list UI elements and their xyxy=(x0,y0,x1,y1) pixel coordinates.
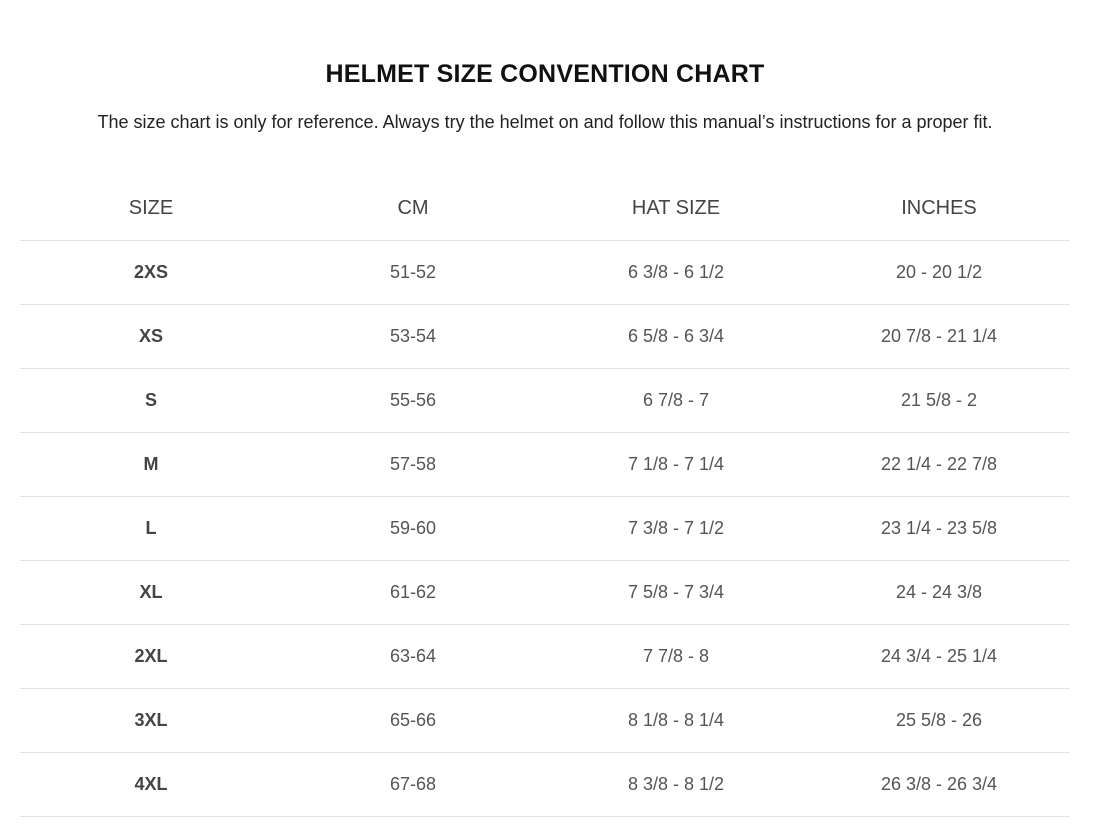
cm-cell: 57-58 xyxy=(282,433,544,497)
header-size: SIZE xyxy=(20,176,282,241)
table-row xyxy=(20,561,1070,625)
hat-size-cell: 7 7/8 - 8 xyxy=(544,625,808,689)
cm-cell: 63-64 xyxy=(282,625,544,689)
cm-cell: 59-60 xyxy=(282,497,544,561)
inches-cell: 23 1/4 - 23 5/8 xyxy=(808,497,1070,561)
header-cm: CM xyxy=(282,176,544,241)
table-row xyxy=(20,689,1070,753)
hat-size-cell: 8 3/8 - 8 1/2 xyxy=(544,753,808,817)
size-cell: 2XS xyxy=(20,241,282,305)
size-cell: XL xyxy=(20,561,282,625)
hat-size-cell: 6 5/8 - 6 3/4 xyxy=(544,305,808,369)
table-row xyxy=(20,433,1070,497)
cm-cell: 53-54 xyxy=(282,305,544,369)
inches-cell: 21 5/8 - 2 xyxy=(808,369,1070,433)
cm-cell: 61-62 xyxy=(282,561,544,625)
size-cell: XS xyxy=(20,305,282,369)
size-cell: 4XL xyxy=(20,753,282,817)
inches-cell: 24 3/4 - 25 1/4 xyxy=(808,625,1070,689)
inches-cell: 20 - 20 1/2 xyxy=(808,241,1070,305)
cm-cell: 67-68 xyxy=(282,753,544,817)
size-cell: M xyxy=(20,433,282,497)
table-header-row xyxy=(20,176,1070,241)
inches-cell: 25 5/8 - 26 xyxy=(808,689,1070,753)
header-hat-size: HAT SIZE xyxy=(544,176,808,241)
cm-cell: 65-66 xyxy=(282,689,544,753)
table-row xyxy=(20,241,1070,305)
table-row xyxy=(20,753,1070,817)
header-inches: INCHES xyxy=(808,176,1070,241)
table-row xyxy=(20,305,1070,369)
inches-cell: 26 3/8 - 26 3/4 xyxy=(808,753,1070,817)
hat-size-cell: 7 3/8 - 7 1/2 xyxy=(544,497,808,561)
inches-cell: 20 7/8 - 21 1/4 xyxy=(808,305,1070,369)
cm-cell: 55-56 xyxy=(282,369,544,433)
table-row xyxy=(20,497,1070,561)
inches-cell: 22 1/4 - 22 7/8 xyxy=(808,433,1070,497)
size-cell: L xyxy=(20,497,282,561)
cm-cell: 51-52 xyxy=(282,241,544,305)
hat-size-cell: 7 1/8 - 7 1/4 xyxy=(544,433,808,497)
table-row xyxy=(20,625,1070,689)
hat-size-cell: 6 3/8 - 6 1/2 xyxy=(544,241,808,305)
size-chart-table xyxy=(20,176,1070,817)
hat-size-cell: 8 1/8 - 8 1/4 xyxy=(544,689,808,753)
size-cell: 3XL xyxy=(20,689,282,753)
hat-size-cell: 6 7/8 - 7 xyxy=(544,369,808,433)
size-cell: 2XL xyxy=(20,625,282,689)
page-title: HELMET SIZE CONVENTION CHART xyxy=(325,60,765,88)
inches-cell: 24 - 24 3/8 xyxy=(808,561,1070,625)
table-row xyxy=(20,369,1070,433)
page-subtitle: The size chart is only for reference. Always try the helmet on and follow this manual’s instructions for a proper fit. xyxy=(97,112,993,132)
hat-size-cell: 7 5/8 - 7 3/4 xyxy=(544,561,808,625)
size-cell: S xyxy=(20,369,282,433)
